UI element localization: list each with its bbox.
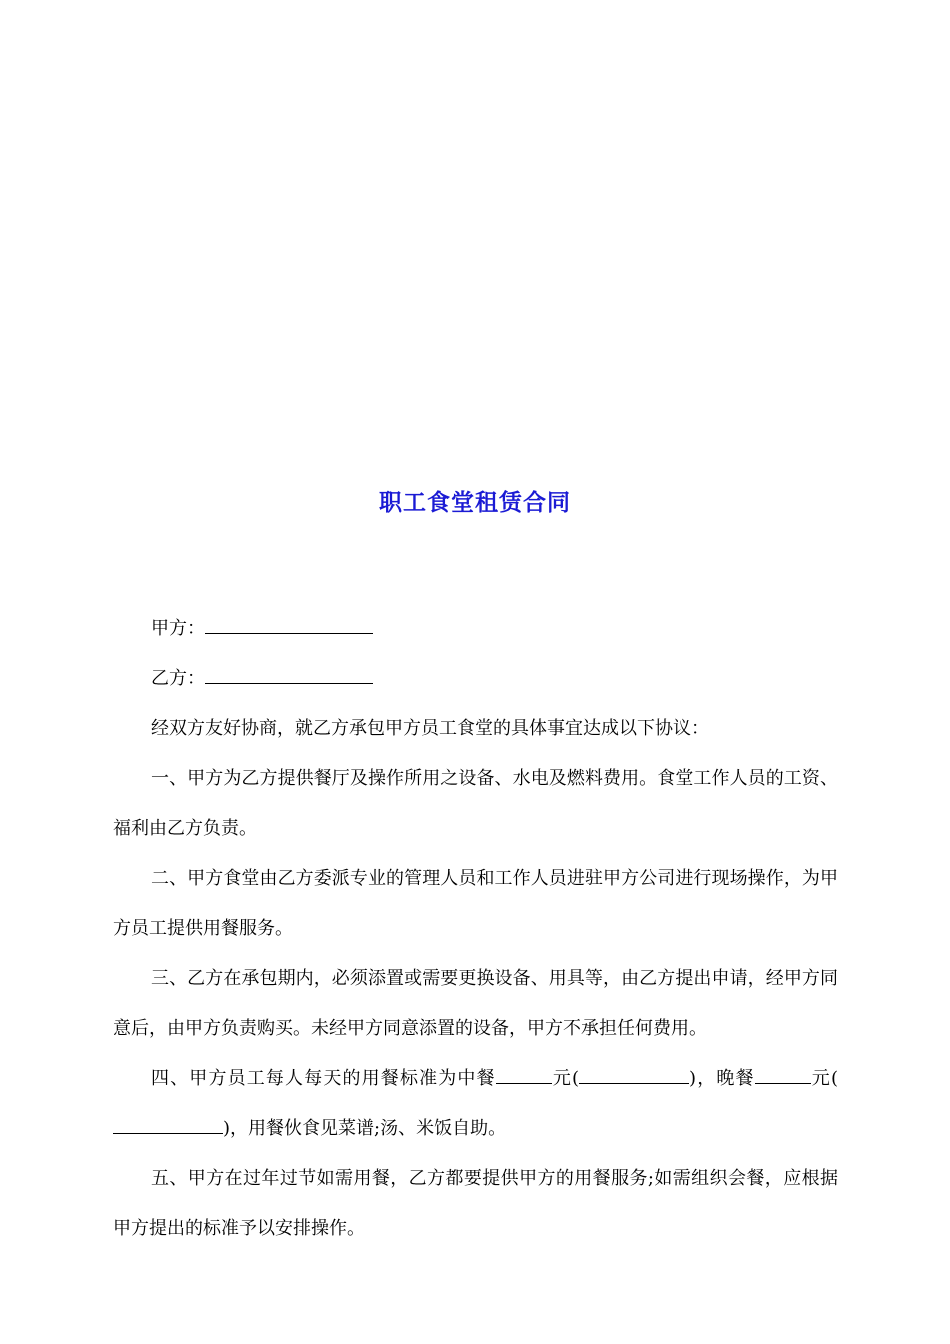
clause-4: [113, 1054, 838, 1154]
clause-4-part-3: )，晚餐: [689, 1068, 755, 1089]
party-a-label: 甲方：: [151, 618, 205, 639]
party-a-line: [113, 604, 838, 654]
clause-1: 一、甲方为乙方提供餐厅及操作所用之设备、水电及燃料费用。食堂工作人员的工资、福利由乙方负责。: [113, 768, 838, 839]
clause-4-part-5: )，用餐伙食见菜谱;汤、米饭自助。: [223, 1118, 507, 1139]
clause-2: 二、甲方食堂由乙方委派专业的管理人员和工作人员进驻甲方公司进行现场操作，为甲方员工提供用餐服务。: [113, 868, 838, 939]
clause-5: 五、甲方在过年过节如需用餐，乙方都要提供甲方的用餐服务;如需组织会餐，应根据甲方提出的标准予以安排操作。: [113, 1168, 838, 1239]
intro-paragraph: 经双方友好协商，就乙方承包甲方员工食堂的具体事宜达成以下协议：: [151, 718, 709, 739]
document-title: 职工食堂租赁合同: [379, 489, 571, 516]
lunch-price-words-blank: [579, 1065, 689, 1084]
party-a-blank: [205, 615, 373, 634]
clause-4-part-4: 元(: [810, 1068, 838, 1089]
clause-3: 三、乙方在承包期内，必须添置或需要更换设备、用具等，由乙方提出申请，经甲方同意后，由甲方负责购买。未经甲方同意添置的设备，甲方不承担任何费用。: [113, 968, 838, 1039]
party-b-label: 乙方：: [151, 668, 205, 689]
dinner-price-words-blank: [113, 1115, 223, 1134]
contract-body: [113, 604, 838, 1254]
clause-4-part-1: 四、甲方员工每人每天的用餐标准为中餐: [151, 1068, 496, 1089]
dinner-price-blank: [755, 1065, 811, 1084]
party-b-line: [113, 654, 838, 704]
lunch-price-blank: [496, 1065, 552, 1084]
clause-4-part-2: 元(: [551, 1068, 580, 1089]
party-b-blank: [205, 665, 373, 684]
